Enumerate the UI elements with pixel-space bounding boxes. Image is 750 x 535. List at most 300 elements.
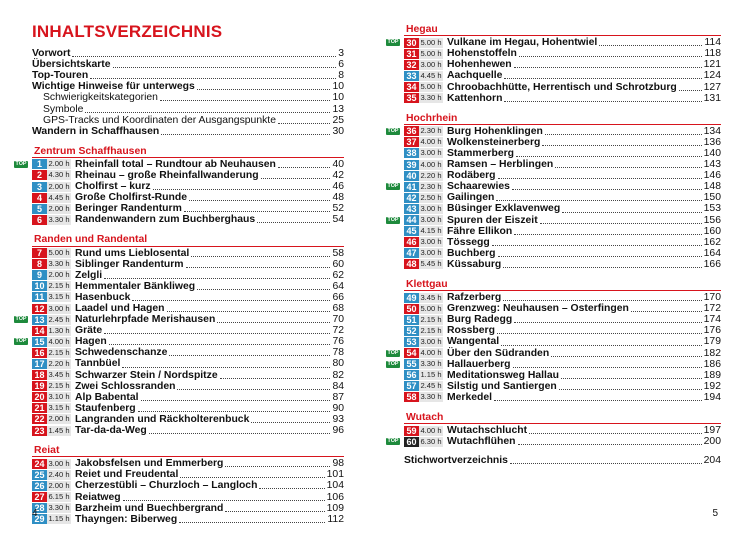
dot-leader bbox=[504, 78, 701, 79]
tour-name: Rheinfall total – Rundtour ab Neuhausen bbox=[75, 158, 276, 170]
toc-entry[interactable] bbox=[32, 81, 344, 92]
tour-number-badge: 8 bbox=[32, 259, 47, 269]
toc-entry[interactable] bbox=[32, 48, 344, 59]
tour-name: Zwei Schlossranden bbox=[75, 380, 176, 392]
tour-duration: 2.00 h bbox=[48, 203, 70, 213]
tour-number-badge: 38 bbox=[404, 148, 419, 158]
tour-name: Randenwandern zum Buchberghaus bbox=[75, 214, 256, 226]
right-page bbox=[375, 0, 750, 535]
dot-leader bbox=[631, 311, 702, 312]
toc-entry-page: 30 bbox=[332, 125, 344, 137]
toc-entry-label: Übersichtskarte bbox=[32, 59, 111, 71]
tour-entry[interactable] bbox=[32, 303, 344, 314]
index-label: Stichwortverzeichnis bbox=[404, 455, 508, 467]
tour-name: Meditationsweg Hallau bbox=[447, 369, 560, 381]
tour-name: Gailingen bbox=[447, 192, 495, 204]
tour-name: Cherzestübli – Churzloch – Langloch bbox=[75, 480, 258, 492]
tour-entry[interactable] bbox=[387, 181, 721, 193]
tour-page: 76 bbox=[332, 336, 344, 348]
tour-entry[interactable] bbox=[32, 503, 344, 514]
dot-leader bbox=[513, 367, 702, 368]
section-heading: Hochrhein bbox=[404, 113, 721, 125]
dot-leader bbox=[169, 355, 330, 356]
tour-number-badge: 4 bbox=[32, 193, 47, 203]
tour-duration: 2.50 h bbox=[420, 192, 442, 202]
dot-leader bbox=[197, 289, 330, 290]
tour-duration: 2.00 h bbox=[48, 480, 70, 490]
tour-name: Cholfirst – kurz bbox=[75, 181, 151, 193]
tour-entry[interactable] bbox=[32, 259, 344, 270]
tour-entry[interactable] bbox=[404, 425, 721, 436]
dot-leader bbox=[85, 112, 330, 113]
tour-entry[interactable] bbox=[404, 93, 721, 104]
tour-name: Hohenhewen bbox=[447, 59, 512, 71]
toc-entry-page: 10 bbox=[332, 92, 344, 104]
toc-entry[interactable] bbox=[32, 70, 344, 81]
tour-number-badge: 60 bbox=[404, 437, 419, 447]
tour-entry[interactable] bbox=[32, 403, 344, 414]
tour-number-badge: 16 bbox=[32, 348, 47, 358]
tour-number-badge: 7 bbox=[32, 248, 47, 258]
tour-number-badge: 36 bbox=[404, 126, 419, 136]
dot-leader bbox=[132, 300, 330, 301]
tour-number-badge: 28 bbox=[32, 503, 47, 513]
tour-number-badge: 39 bbox=[404, 160, 419, 170]
dot-leader bbox=[562, 212, 701, 213]
tour-number-badge: 15 bbox=[32, 337, 47, 347]
toc-subentry[interactable] bbox=[32, 103, 344, 114]
tour-entry[interactable] bbox=[404, 137, 721, 148]
tour-duration: 5.00 h bbox=[420, 82, 442, 92]
tour-entry[interactable] bbox=[32, 358, 344, 369]
tour-duration: 1.15 h bbox=[420, 370, 442, 380]
tour-entry[interactable] bbox=[32, 325, 344, 336]
tour-entry[interactable] bbox=[387, 214, 721, 226]
tour-number-badge: 30 bbox=[404, 38, 419, 48]
tour-entry[interactable] bbox=[32, 347, 344, 358]
tour-page: 134 bbox=[703, 125, 721, 137]
tour-duration: 4.30 h bbox=[48, 170, 70, 180]
dot-leader bbox=[189, 200, 330, 201]
dot-leader bbox=[542, 145, 701, 146]
tour-page: 101 bbox=[326, 469, 344, 481]
tour-page: 186 bbox=[703, 358, 721, 370]
page-number-left: 4 bbox=[32, 508, 38, 519]
tour-page: 176 bbox=[703, 325, 721, 337]
tour-duration: 5.45 h bbox=[420, 259, 442, 269]
tour-entry[interactable] bbox=[404, 70, 721, 81]
dot-leader bbox=[217, 322, 330, 323]
tour-duration: 5.00 h bbox=[420, 37, 442, 47]
dot-leader bbox=[529, 433, 702, 434]
tour-number-badge: 22 bbox=[32, 414, 47, 424]
tour-page: 189 bbox=[703, 369, 721, 381]
section-heading: Reiat bbox=[32, 445, 344, 457]
index-page: 204 bbox=[703, 455, 721, 467]
dot-leader bbox=[161, 134, 330, 135]
tour-page: 96 bbox=[332, 425, 344, 437]
dot-leader bbox=[72, 56, 336, 57]
tour-entry[interactable] bbox=[404, 48, 721, 59]
tour-duration: 2.40 h bbox=[48, 469, 70, 479]
tour-entry[interactable] bbox=[32, 458, 344, 469]
tour-page: 52 bbox=[332, 203, 344, 215]
toc-entry-page: 8 bbox=[338, 70, 344, 82]
left-toc-column bbox=[15, 48, 344, 525]
tour-duration: 2.45 h bbox=[420, 381, 442, 391]
dot-leader bbox=[177, 389, 330, 390]
top-tour-badge: TOP bbox=[387, 183, 399, 190]
tour-entry[interactable] bbox=[32, 414, 344, 425]
tour-entry[interactable] bbox=[404, 292, 721, 303]
tour-entry[interactable] bbox=[32, 214, 344, 225]
tour-page: 87 bbox=[332, 391, 344, 403]
toc-entry-label: Symbole bbox=[43, 103, 84, 115]
top-tour-badge: TOP bbox=[387, 39, 399, 46]
tour-number-badge: 42 bbox=[404, 193, 419, 203]
tour-number-badge: 46 bbox=[404, 237, 419, 247]
tour-page: 194 bbox=[703, 391, 721, 403]
tour-entry[interactable] bbox=[387, 37, 721, 49]
tour-entry[interactable] bbox=[404, 259, 721, 270]
tour-number-badge: 57 bbox=[404, 381, 419, 391]
tour-entry[interactable] bbox=[32, 203, 344, 214]
tour-page: 172 bbox=[703, 303, 721, 315]
tour-page: 106 bbox=[326, 491, 344, 503]
tour-entry[interactable] bbox=[404, 81, 721, 92]
tour-number-badge: 52 bbox=[404, 326, 419, 336]
tour-duration: 3.45 h bbox=[420, 292, 442, 302]
tour-duration: 1.45 h bbox=[48, 425, 70, 435]
dot-leader bbox=[225, 511, 324, 512]
tour-duration: 2.00 h bbox=[48, 159, 70, 169]
tour-name: Hallauerberg bbox=[447, 358, 511, 370]
tour-duration: 4.15 h bbox=[420, 226, 442, 236]
dot-leader bbox=[123, 500, 325, 501]
tour-page: 200 bbox=[703, 436, 721, 448]
toc-subentry[interactable] bbox=[32, 115, 344, 126]
tour-duration: 4.45 h bbox=[48, 192, 70, 202]
tour-name: Hemmentaler Bänkliweg bbox=[75, 280, 196, 292]
tour-entry[interactable] bbox=[387, 347, 721, 359]
tour-name: Zelgli bbox=[75, 269, 103, 281]
tour-duration: 2.30 h bbox=[420, 181, 442, 191]
dot-leader bbox=[141, 400, 331, 401]
dot-leader bbox=[104, 278, 330, 279]
tour-entry[interactable] bbox=[32, 370, 344, 381]
tour-entry[interactable] bbox=[32, 181, 344, 192]
tour-entry[interactable] bbox=[404, 381, 721, 392]
toc-entry[interactable] bbox=[32, 126, 344, 137]
dot-leader bbox=[503, 300, 701, 301]
tour-entry[interactable] bbox=[32, 292, 344, 303]
dot-leader bbox=[122, 367, 330, 368]
tour-name: Reiet und Freudental bbox=[75, 469, 179, 481]
tour-name: Ramsen – Herblingen bbox=[447, 159, 554, 171]
top-tour-badge: TOP bbox=[387, 349, 399, 356]
tour-number-badge: 27 bbox=[32, 492, 47, 502]
tour-entry[interactable] bbox=[404, 226, 721, 237]
tour-duration: 2.15 h bbox=[48, 381, 70, 391]
tour-duration: 5.00 h bbox=[420, 48, 442, 58]
dot-leader bbox=[498, 256, 702, 257]
tour-page: 114 bbox=[704, 37, 721, 49]
dot-leader bbox=[113, 67, 337, 68]
tour-entry[interactable] bbox=[404, 325, 721, 336]
tour-page: 164 bbox=[703, 247, 721, 259]
dot-leader bbox=[180, 477, 324, 478]
tour-page: 109 bbox=[326, 502, 344, 514]
tour-duration: 4.00 h bbox=[48, 336, 70, 346]
tour-entry[interactable] bbox=[32, 392, 344, 403]
tour-page: 146 bbox=[703, 170, 721, 182]
tour-number-badge: 47 bbox=[404, 248, 419, 258]
tour-number-badge: 9 bbox=[32, 270, 47, 280]
tour-duration: 5.00 h bbox=[48, 248, 70, 258]
right-toc-column bbox=[387, 24, 721, 467]
tour-number-badge: 14 bbox=[32, 326, 47, 336]
dot-leader bbox=[540, 223, 702, 224]
dot-leader bbox=[278, 167, 331, 168]
dot-leader bbox=[555, 167, 701, 168]
index-entry[interactable] bbox=[404, 455, 721, 466]
tour-entry[interactable] bbox=[32, 425, 344, 436]
tour-duration: 5.00 h bbox=[420, 303, 442, 313]
tour-name: Jakobsfelsen und Emmerberg bbox=[75, 458, 224, 470]
tour-duration: 2.15 h bbox=[420, 325, 442, 335]
tour-duration: 6.15 h bbox=[48, 492, 70, 502]
tour-entry[interactable] bbox=[404, 336, 721, 347]
tour-name: Silstig und Santiergen bbox=[447, 380, 557, 392]
tour-entry[interactable] bbox=[404, 59, 721, 70]
tour-entry[interactable] bbox=[404, 237, 721, 248]
tour-name: Schwarzer Stein / Nordspitze bbox=[75, 369, 218, 381]
tour-name: Schwedenschanze bbox=[75, 347, 168, 359]
tour-entry[interactable] bbox=[32, 192, 344, 203]
tour-duration: 3.45 h bbox=[48, 370, 70, 380]
tour-name: Tar-da-da-Weg bbox=[75, 425, 147, 437]
toc-entry-label: Wandern in Schaffhausen bbox=[32, 125, 160, 137]
tour-entry[interactable] bbox=[404, 192, 721, 203]
tour-entry[interactable] bbox=[15, 158, 344, 170]
tour-entry[interactable] bbox=[15, 314, 344, 326]
tour-number-badge: 35 bbox=[404, 93, 419, 103]
dot-leader bbox=[225, 466, 330, 467]
tour-duration: 2.20 h bbox=[420, 170, 442, 180]
tour-section bbox=[387, 278, 721, 403]
tour-name: Rund ums Lieblosental bbox=[75, 247, 190, 259]
tour-number-badge: 51 bbox=[404, 315, 419, 325]
tour-number-badge: 58 bbox=[404, 392, 419, 402]
tour-duration: 2.00 h bbox=[48, 270, 70, 280]
tour-name: Fähre Ellikon bbox=[447, 225, 513, 237]
section-heading: Klettgau bbox=[404, 279, 721, 291]
tour-section bbox=[15, 145, 344, 226]
section-heading: Hegau bbox=[404, 24, 721, 36]
tour-name: Beringer Randenturm bbox=[75, 203, 182, 215]
tour-entry[interactable] bbox=[387, 358, 721, 370]
dot-leader bbox=[504, 101, 701, 102]
tour-page: 48 bbox=[332, 192, 344, 204]
tour-page: 131 bbox=[703, 92, 721, 104]
dot-leader bbox=[261, 178, 331, 179]
tour-duration: 3.00 h bbox=[420, 203, 442, 213]
toc-entry-label: GPS-Tracks und Koordinaten der Ausgangspunkte bbox=[43, 114, 276, 126]
tour-number-badge: 49 bbox=[404, 293, 419, 303]
tour-name: Gräte bbox=[75, 325, 103, 337]
tour-section bbox=[15, 234, 344, 437]
dot-leader bbox=[514, 67, 702, 68]
tour-page: 192 bbox=[703, 380, 721, 392]
tour-number-badge: 53 bbox=[404, 337, 419, 347]
tour-duration: 3.30 h bbox=[48, 259, 70, 269]
tour-number-badge: 20 bbox=[32, 392, 47, 402]
dot-leader bbox=[184, 211, 331, 212]
tour-page: 104 bbox=[326, 480, 344, 492]
tour-page: 153 bbox=[703, 203, 721, 215]
tour-page: 78 bbox=[332, 347, 344, 359]
dot-leader bbox=[494, 400, 702, 401]
tour-entry[interactable] bbox=[32, 248, 344, 259]
tour-section bbox=[387, 112, 721, 270]
section-heading: Randen und Randental bbox=[32, 234, 344, 246]
tour-name: Siblinger Randenturm bbox=[75, 258, 184, 270]
tour-page: 84 bbox=[332, 380, 344, 392]
page-number-right: 5 bbox=[712, 508, 718, 519]
tour-entry[interactable] bbox=[404, 148, 721, 159]
toc-entry-label: Schwierigkeitskategorien bbox=[43, 92, 158, 104]
top-tour-badge: TOP bbox=[387, 360, 399, 367]
tour-duration: 3.30 h bbox=[420, 392, 442, 402]
tour-number-badge: 50 bbox=[404, 304, 419, 314]
tour-number-badge: 41 bbox=[404, 182, 419, 192]
tour-page: 80 bbox=[332, 358, 344, 370]
tour-duration: 4.00 h bbox=[420, 425, 442, 435]
tour-page: 62 bbox=[332, 269, 344, 281]
toc-entry-page: 3 bbox=[338, 48, 344, 60]
tour-entry[interactable] bbox=[32, 491, 344, 502]
tour-name: Wolkensteinerberg bbox=[447, 136, 541, 148]
tour-entry[interactable] bbox=[32, 469, 344, 480]
tour-page: 143 bbox=[703, 159, 721, 171]
dot-leader bbox=[153, 189, 331, 190]
tour-name: Wutachschlucht bbox=[447, 425, 528, 437]
tour-page: 136 bbox=[703, 136, 721, 148]
tour-page: 160 bbox=[703, 225, 721, 237]
tour-number-badge: 11 bbox=[32, 292, 47, 302]
tour-duration: 2.15 h bbox=[420, 314, 442, 324]
dot-leader bbox=[496, 200, 701, 201]
dot-leader bbox=[167, 311, 331, 312]
tour-name: Burg Hohenklingen bbox=[447, 125, 543, 137]
dot-leader bbox=[278, 123, 330, 124]
tour-name: Merkedel bbox=[447, 391, 493, 403]
tour-number-badge: 31 bbox=[404, 49, 419, 59]
tour-entry[interactable] bbox=[32, 480, 344, 491]
tour-name: Wangental bbox=[447, 336, 500, 348]
tour-name: Tannbüel bbox=[75, 358, 121, 370]
tour-page: 72 bbox=[332, 325, 344, 337]
tour-number-badge: 34 bbox=[404, 82, 419, 92]
tour-number-badge: 48 bbox=[404, 259, 419, 269]
tour-page: 112 bbox=[327, 513, 344, 525]
toc-subentry[interactable] bbox=[32, 92, 344, 103]
tour-entry[interactable] bbox=[15, 336, 344, 348]
tour-page: 148 bbox=[703, 181, 721, 193]
tour-page: 182 bbox=[703, 347, 721, 359]
tour-entry[interactable] bbox=[32, 170, 344, 181]
tour-number-badge: 45 bbox=[404, 226, 419, 236]
tour-entry[interactable] bbox=[404, 170, 721, 181]
tour-duration: 3.00 h bbox=[48, 458, 70, 468]
tour-duration: 3.00 h bbox=[48, 303, 70, 313]
tour-duration: 2.00 h bbox=[48, 414, 70, 424]
tour-entry[interactable] bbox=[387, 436, 721, 448]
tour-entry[interactable] bbox=[404, 392, 721, 403]
tour-number-badge: 24 bbox=[32, 459, 47, 469]
tour-number-badge: 29 bbox=[32, 514, 47, 524]
tour-page: 66 bbox=[332, 291, 344, 303]
tour-entry[interactable] bbox=[32, 270, 344, 281]
dot-leader bbox=[497, 333, 702, 334]
dot-leader bbox=[191, 256, 330, 257]
dot-leader bbox=[545, 134, 702, 135]
tour-duration: 2.20 h bbox=[48, 358, 70, 368]
tour-entry[interactable] bbox=[404, 370, 721, 381]
top-tour-badge: TOP bbox=[15, 160, 27, 167]
tour-name: Stammerberg bbox=[447, 147, 514, 159]
tour-entry[interactable] bbox=[404, 248, 721, 259]
dot-leader bbox=[512, 189, 702, 190]
tour-name: Spuren der Eiszeit bbox=[447, 214, 538, 226]
toc-entry-page: 10 bbox=[332, 81, 344, 93]
tour-page: 64 bbox=[332, 280, 344, 292]
tour-duration: 2.15 h bbox=[48, 347, 70, 357]
tour-number-badge: 44 bbox=[404, 215, 419, 225]
tour-page: 46 bbox=[332, 181, 344, 193]
dot-leader bbox=[599, 45, 702, 46]
tour-section bbox=[32, 445, 344, 525]
dot-leader bbox=[149, 433, 331, 434]
tour-duration: 3.00 h bbox=[420, 215, 442, 225]
tour-entry[interactable] bbox=[404, 159, 721, 170]
tour-entry[interactable] bbox=[404, 303, 721, 314]
tour-entry[interactable] bbox=[32, 281, 344, 292]
dot-leader bbox=[516, 156, 702, 157]
tour-name: Küssaburg bbox=[447, 258, 502, 270]
tour-number-badge: 17 bbox=[32, 359, 47, 369]
tour-duration: 6.30 h bbox=[420, 436, 442, 446]
tour-entry[interactable] bbox=[404, 314, 721, 325]
tour-number-badge: 21 bbox=[32, 403, 47, 413]
tour-page: 197 bbox=[703, 425, 721, 437]
tour-name: Rossberg bbox=[447, 325, 495, 337]
dot-leader bbox=[90, 78, 336, 79]
tour-entry[interactable] bbox=[387, 125, 721, 137]
tour-number-badge: 43 bbox=[404, 204, 419, 214]
tour-page: 98 bbox=[332, 458, 344, 470]
tour-entry[interactable] bbox=[404, 203, 721, 214]
toc-entry[interactable] bbox=[32, 59, 344, 70]
tour-entry[interactable] bbox=[32, 381, 344, 392]
tour-page: 170 bbox=[703, 292, 721, 304]
top-tour-badge: TOP bbox=[387, 438, 399, 445]
top-tour-badge: TOP bbox=[15, 338, 27, 345]
tour-name: Buchberg bbox=[447, 247, 496, 259]
tour-page: 40 bbox=[332, 158, 344, 170]
tour-entry[interactable] bbox=[32, 514, 344, 525]
dot-leader bbox=[109, 344, 331, 345]
